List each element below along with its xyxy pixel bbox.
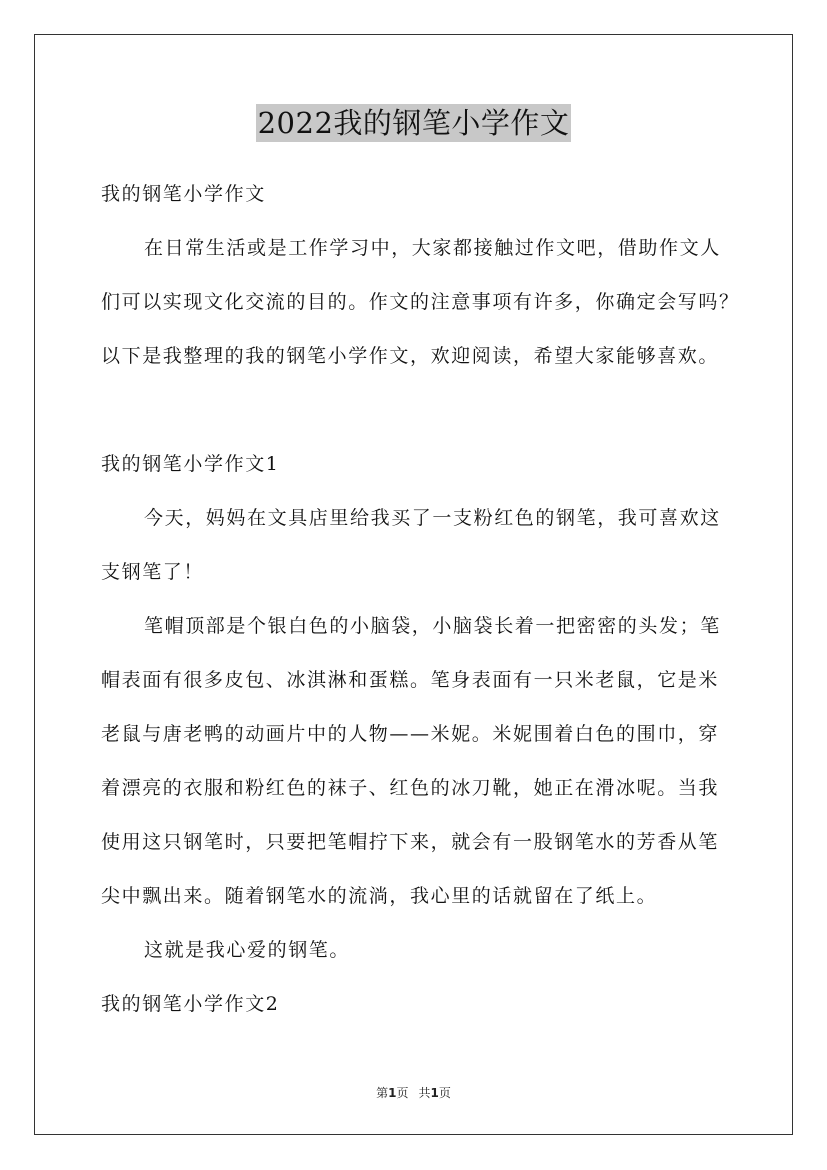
section2-heading: 我的钢笔小学作文2 [101,993,280,1015]
s1-p2-line-6: 尖中飘出来。随着钢笔水的流淌，我心里的话就留在了纸上。 [101,885,658,907]
page-footer [0,1084,827,1101]
intro-line-1: 在日常生活或是工作学习中，大家都接触过作文吧，借助作文人 [144,237,721,259]
s1-p1-line-1: 今天，妈妈在文具店里给我买了一支粉红色的钢笔，我可喜欢这 [144,507,721,529]
s1-p2-line-2: 帽表面有很多皮包、冰淇淋和蛋糕。笔身表面有一只米老鼠，它是米 [101,669,720,691]
footer-total-suffix: 页 [438,1086,451,1100]
s1-p2-line-3: 老鼠与唐老鸭的动画片中的人物——米妮。米妮围着白色的围巾，穿 [101,723,720,745]
footer-page-prefix: 第 [376,1086,389,1100]
subtitle-heading: 我的钢笔小学作文 [101,183,266,205]
s1-p3-line-1: 这就是我心爱的钢笔。 [144,939,351,961]
footer-page-number: 1 [388,1086,397,1100]
footer-page-suffix: 页 [396,1086,409,1100]
s1-p2-line-4: 着漂亮的衣服和粉红色的袜子、红色的冰刀靴，她正在滑冰呢。当我 [101,777,720,799]
s1-p2-line-5: 使用这只钢笔时，只要把笔帽拧下来，就会有一股钢笔水的芳香从笔 [101,831,720,853]
intro-line-3: 以下是我整理的我的钢笔小学作文，欢迎阅读，希望大家能够喜欢。 [101,345,720,367]
title-container [0,104,827,142]
document-title: 2022我的钢笔小学作文 [257,106,570,140]
s1-p2-line-1: 笔帽顶部是个银白色的小脑袋，小脑袋长着一把密密的头发；笔 [144,615,721,637]
s1-p1-line-2: 支钢笔了！ [101,561,205,583]
intro-line-2: 们可以实现文化交流的目的。作文的注意事项有许多，你确定会写吗？ [101,291,740,313]
section1-heading: 我的钢笔小学作文1 [101,453,280,475]
footer-total-prefix: 共 [418,1086,431,1100]
footer-total-number: 1 [430,1086,439,1100]
